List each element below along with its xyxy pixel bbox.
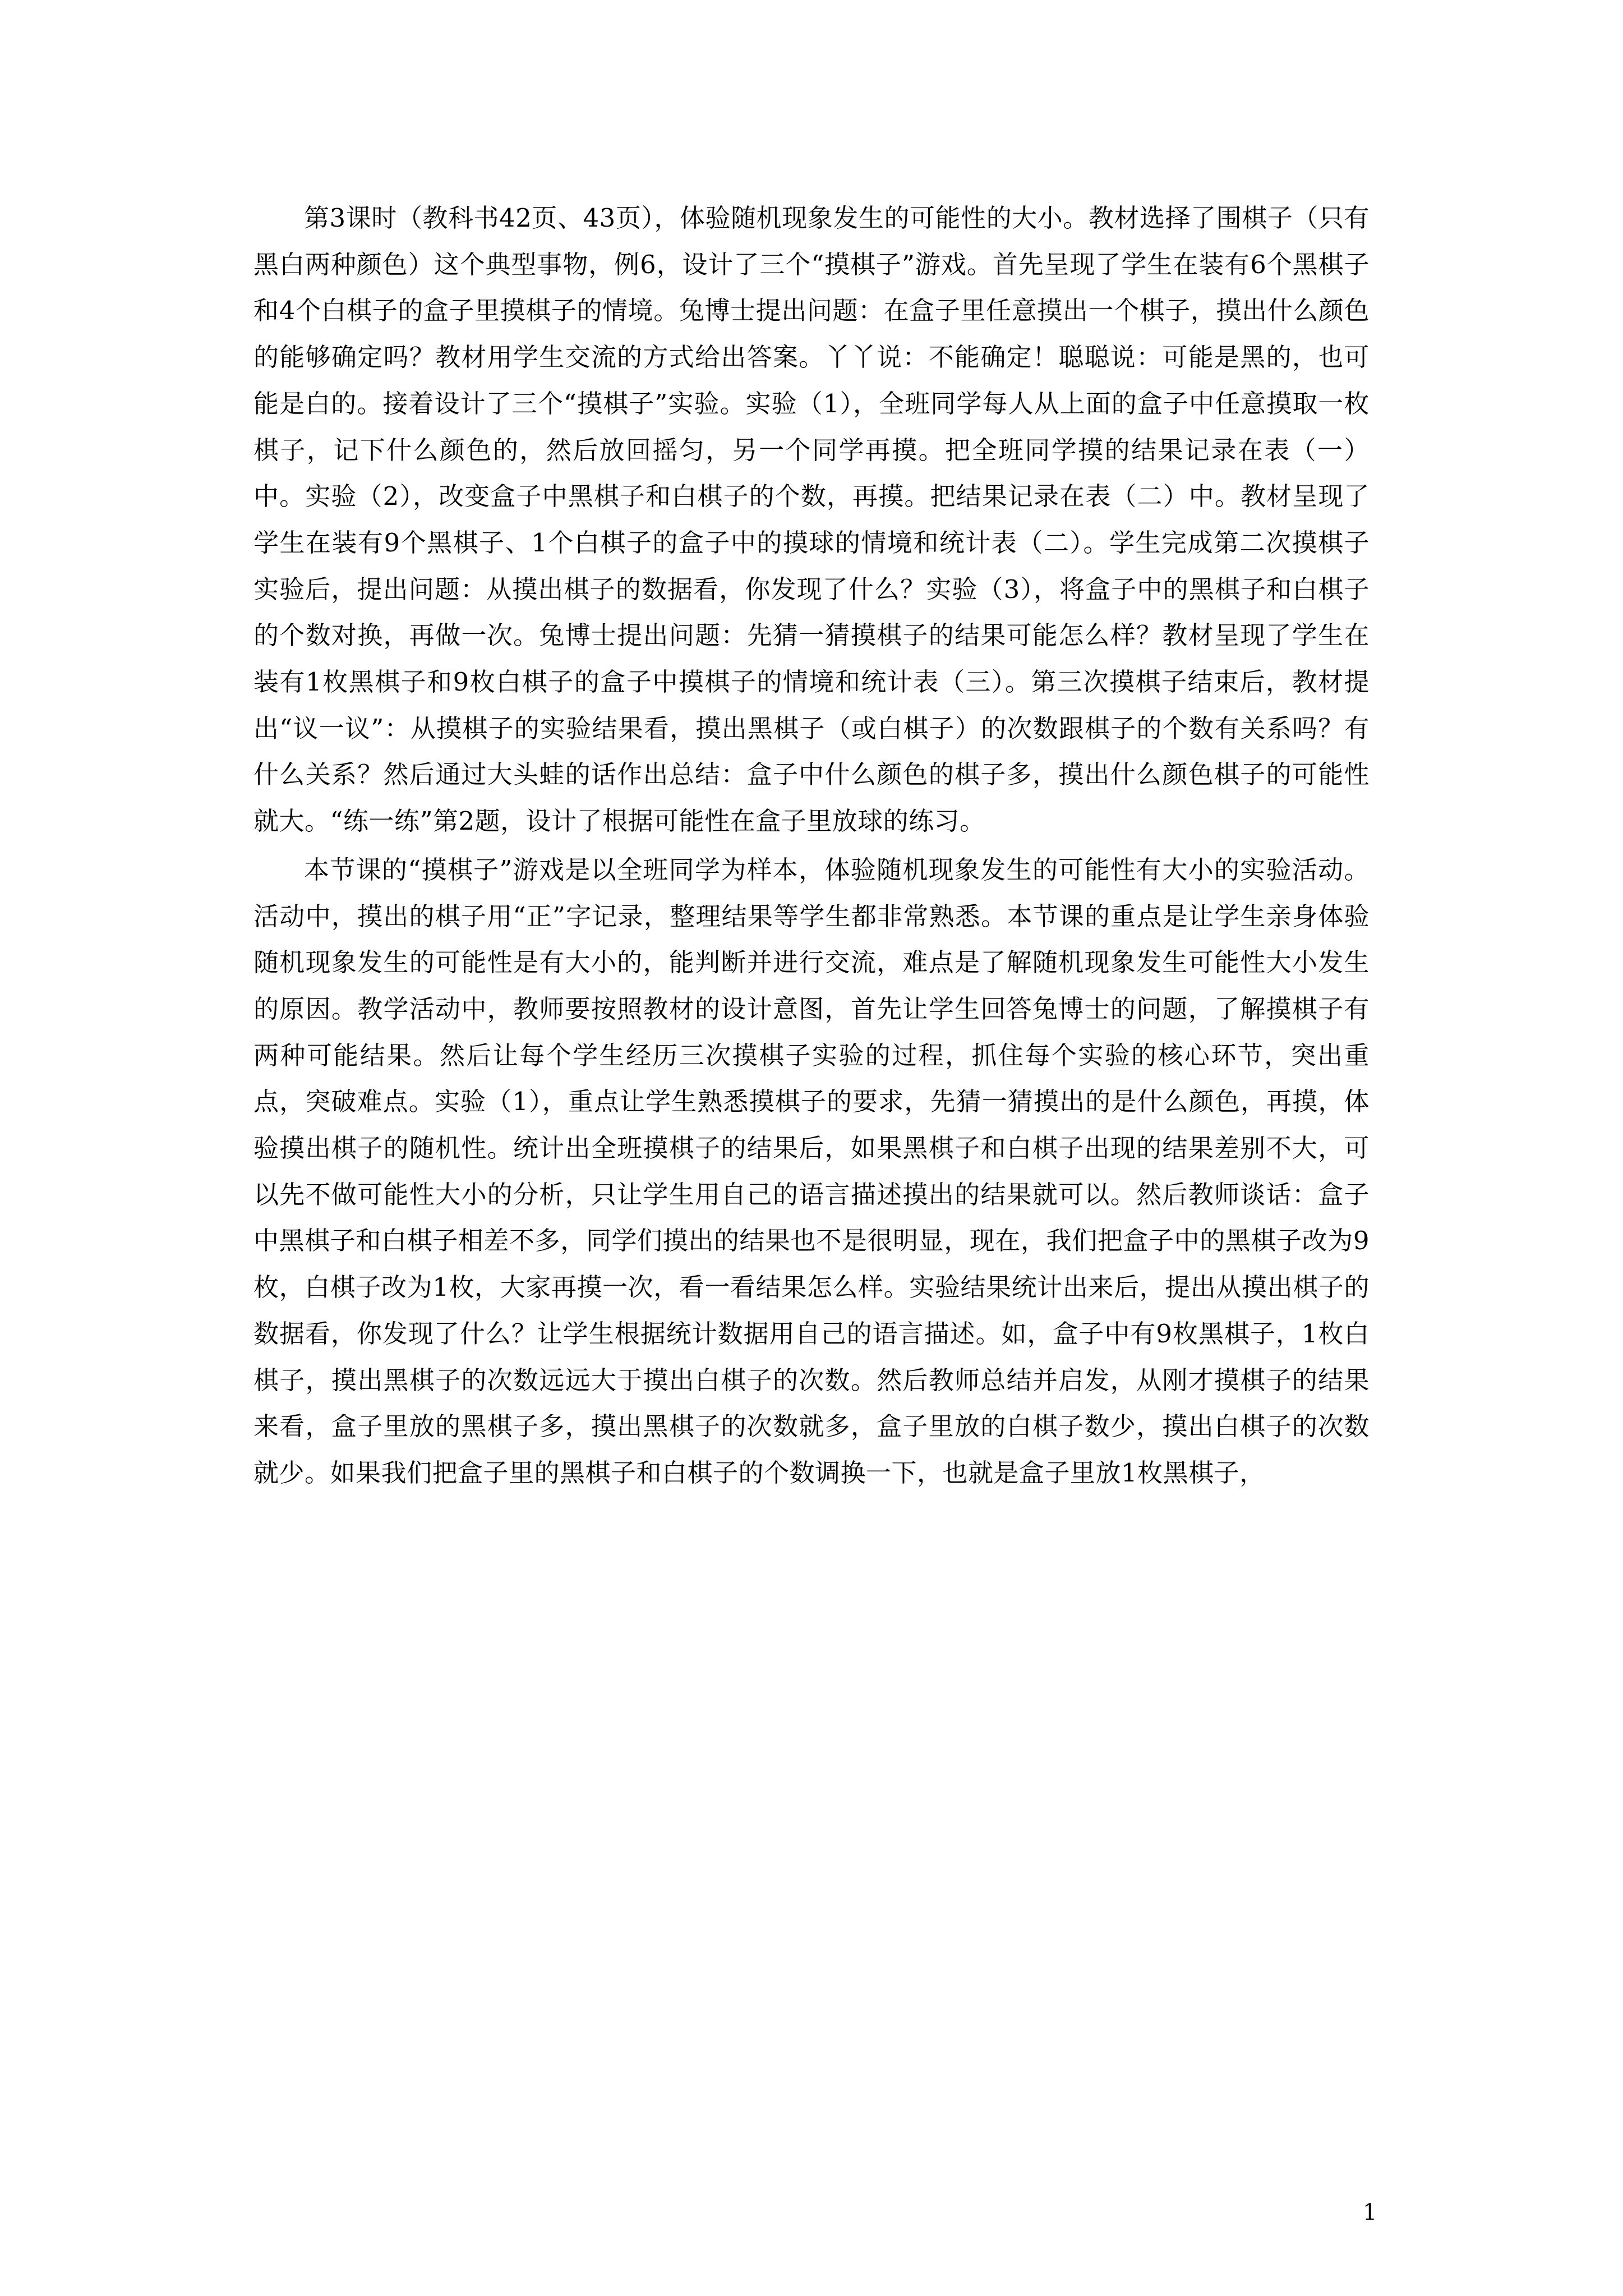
document-body	[253, 195, 1370, 1497]
paragraph-1: 第3课时（教科书42页、43页），体验随机现象发生的可能性的大小。教材选择了围棋子（只有黑白两种颜色）这个典型事物，例6，设计了三个“摸棋子”游戏。首先呈现了学生在装有6个黑棋子和4个白棋子的盒子里摸棋子的情境。兔博士提出问题：在盒子里任意摸出一个棋子，摸出什么颜色的能够确定吗？教材用学生交流的方式给出答案。丫丫说：不能确定！聪聪说：可能是黑的，也可能是白的。接着设计了三个“摸棋子”实验。实验（1），全班同学每人从上面的盒子中任意摸取一枚棋子，记下什么颜色的，然后放回摇匀，另一个同学再摸。把全班同学摸的结果记录在表（一）中。实验（2），改变盒子中黑棋子和白棋子的个数，再摸。把结果记录在表（二）中。教材呈现了学生在装有9个黑棋子、1个白棋子的盒子中的摸球的情境和统计表（二）。学生完成第二次摸棋子实验后，提出问题：从摸出棋子的数据看，你发现了什么？实验（3），将盒子中的黑棋子和白棋子的个数对换，再做一次。兔博士提出问题：先猜一猜摸棋子的结果可能怎么样？教材呈现了学生在装有1枚黑棋子和9枚白棋子的盒子中摸棋子的情境和统计表（三）。第三次摸棋子结束后，教材提出“议一议”：从摸棋子的实验结果看，摸出黑棋子（或白棋子）的次数跟棋子的个数有关系吗？有什么关系？然后通过大头蛙的话作出总结：盒子中什么颜色的棋子多，摸出什么颜色棋子的可能性就大。“练一练”第2题，设计了根据可能性在盒子里放球的练习。	[253, 203, 1370, 836]
paragraph-2: 本节课的“摸棋子”游戏是以全班同学为样本，体验随机现象发生的可能性有大小的实验活动。活动中，摸出的棋子用“正”字记录，整理结果等学生都非常熟悉。本节课的重点是让学生亲身体验随机现象发生的可能性是有大小的，能判断并进行交流，难点是了解随机现象发生可能性大小发生的原因。教学活动中，教师要按照教材的设计意图，首先让学生回答兔博士的问题，了解摸棋子有两种可能结果。然后让每个学生经历三次摸棋子实验的过程，抓住每个实验的核心环节，突出重点，突破难点。实验（1），重点让学生熟悉摸棋子的要求，先猜一猜摸出的是什么颜色，再摸，体验摸出棋子的随机性。统计出全班摸棋子的结果后，如果黑棋子和白棋子出现的结果差别不大，可以先不做可能性大小的分析，只让学生用自己的语言描述摸出的结果就可以。然后教师谈话：盒子中黑棋子和白棋子相差不多，同学们摸出的结果也不是很明显，现在，我们把盒子中的黑棋子改为9枚，白棋子改为1枚，大家再摸一次，看一看结果怎么样。实验结果统计出来后，提出从摸出棋子的数据看，你发现了什么？让学生根据统计数据用自己的语言描述。如，盒子中有9枚黑棋子，1枚白棋子，摸出黑棋子的次数远远大于摸出白棋子的次数。然后教师总结并启发，从刚才摸棋子的结果来看，盒子里放的黑棋子多，摸出黑棋子的次数就多，盒子里放的白棋子数少，摸出白棋子的次数就少。如果我们把盒子里的黑棋子和白棋子的个数调换一下，也就是盒子里放1枚黑棋子，	[253, 854, 1370, 1488]
page-number: 1	[1363, 2200, 1377, 2225]
